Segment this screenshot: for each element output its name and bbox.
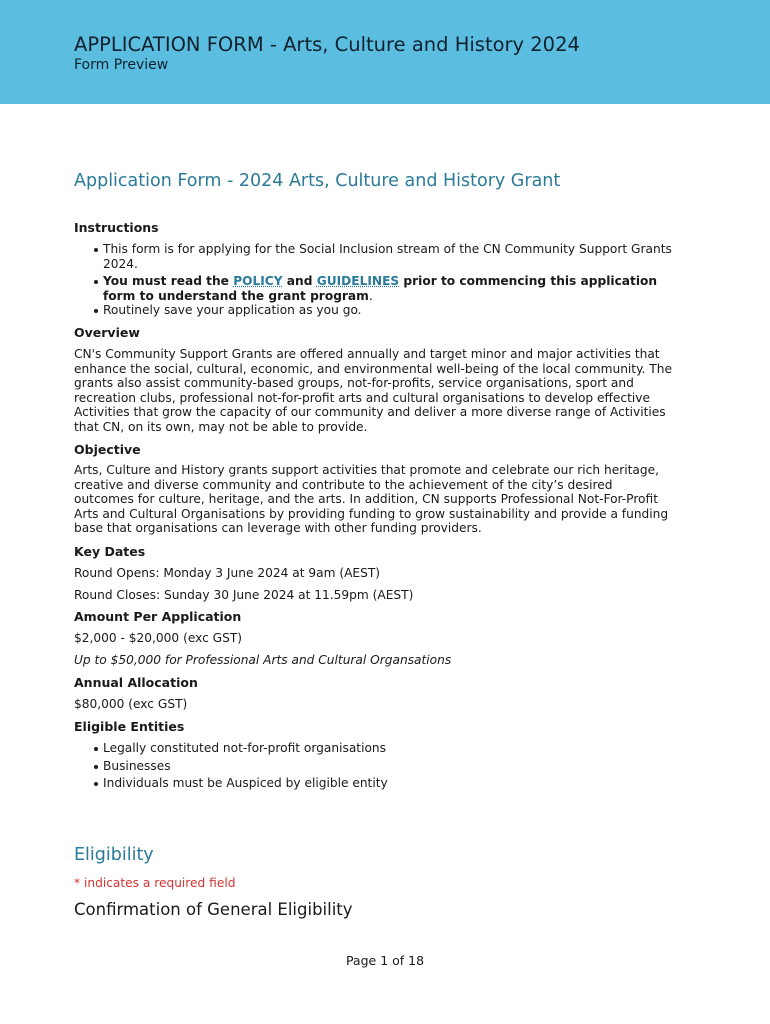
- form-title: Application Form - 2024 Arts, Culture and History Grant: [74, 171, 561, 191]
- overview-text: CN's Community Support Grants are offered annually and target minor and major activities that enhance the social, cultural, economic, and environmental well-being of the local community. The grants also assist community-based groups, not-for-profits, service organisations, sport and recreation clubs, professional not-for-profit arts and cultural organisations to develop effective Activities that grow the capacity of our community and deliver a more diverse range of Activities that CN, on its own, may not be able to provide.: [74, 347, 672, 434]
- eligibility-title: Eligibility: [74, 845, 154, 865]
- list-item: Routinely save your application as you go.: [92, 303, 672, 318]
- objective-heading: Objective: [74, 442, 141, 457]
- page-number: Page 1 of 18: [345, 953, 425, 968]
- entities-list: [92, 741, 672, 794]
- amount-note: Up to $50,000 for Professional Arts and Cultural Organsations: [74, 653, 452, 667]
- page-header: [0, 0, 770, 104]
- required-field-note: * indicates a required field: [74, 876, 236, 890]
- guidelines-link[interactable]: GUIDELINES: [316, 274, 400, 289]
- amount-heading: Amount Per Application: [74, 609, 242, 624]
- overview-heading: Overview: [74, 325, 140, 340]
- round-closes: Round Closes: Sunday 30 June 2024 at 11.59pm (AEST): [74, 588, 414, 602]
- header-subtitle: Form Preview: [74, 57, 169, 73]
- round-opens: Round Opens: Monday 3 June 2024 at 9am (AEST): [74, 566, 381, 580]
- instructions-list: [92, 242, 672, 321]
- policy-link[interactable]: POLICY: [233, 274, 283, 289]
- list-item: Individuals must be Auspiced by eligible entity: [92, 776, 672, 791]
- key-dates-heading: Key Dates: [74, 544, 146, 559]
- header-title: APPLICATION FORM - Arts, Culture and History 2024: [74, 33, 580, 56]
- list-item: You must read the POLICY and GUIDELINES prior to commencing this application form to understand the grant program.: [92, 274, 672, 303]
- objective-text: Arts, Culture and History grants support activities that promote and celebrate our rich heritage, creative and diverse community and contribute to the achievement of the city’s desired outcomes for culture, heritage, and the arts. In addition, CN supports Professional Not-For-Profit Arts and Cultural Organisations by providing funding to grow sustainability and provide a funding base that organisations can leverage with other funding providers.: [74, 463, 669, 536]
- list-item: This form is for applying for the Social Inclusion stream of the CN Community Support Grants 2024.: [92, 242, 672, 271]
- list-item: Legally constituted not-for-profit organisations: [92, 741, 672, 756]
- eligibility-subtitle: Confirmation of General Eligibility: [74, 900, 353, 919]
- allocation-value: $80,000 (exc GST): [74, 697, 188, 711]
- amount-value: $2,000 - $20,000 (exc GST): [74, 631, 243, 645]
- entities-heading: Eligible Entities: [74, 719, 185, 734]
- list-item: Businesses: [92, 759, 672, 774]
- instructions-heading: Instructions: [74, 220, 159, 235]
- allocation-heading: Annual Allocation: [74, 675, 198, 690]
